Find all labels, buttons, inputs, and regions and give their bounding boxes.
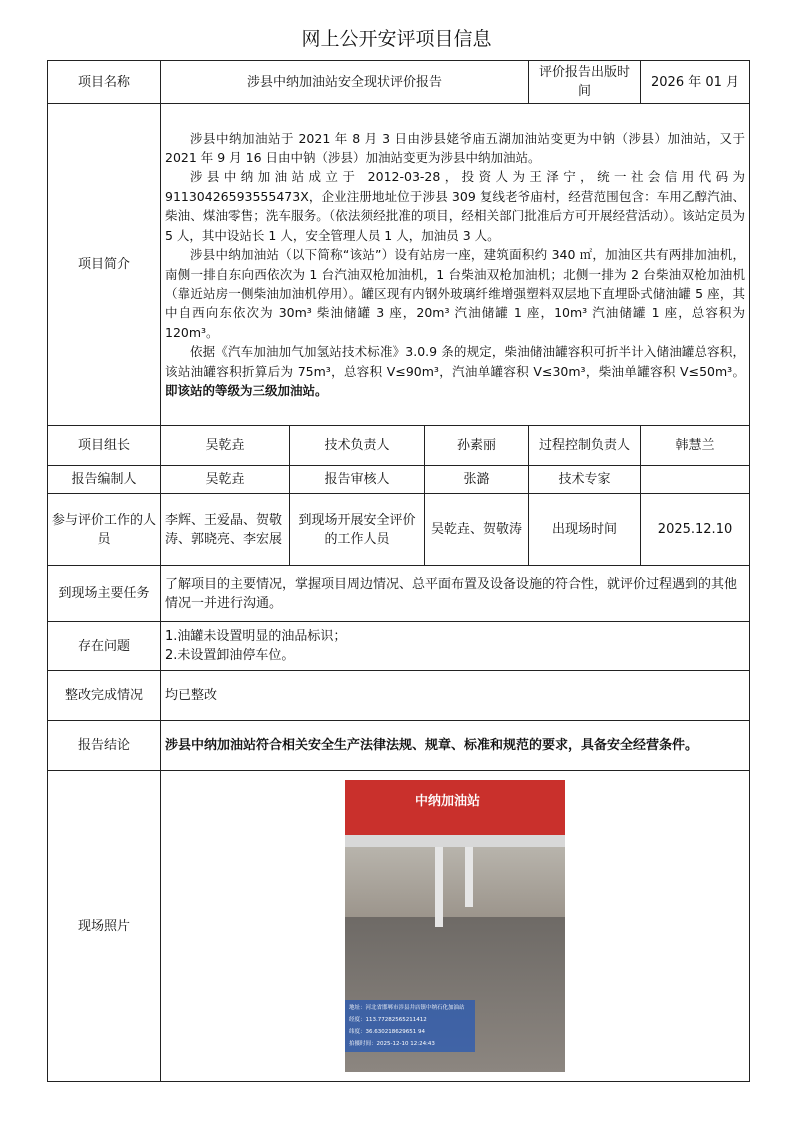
intro-text	[161, 104, 750, 426]
issue-item: 1.油罐未设置明显的油品标识；	[165, 629, 347, 644]
tasks-label: 到现场主要任务	[48, 566, 161, 622]
onsite-time-label: 出现场时间	[529, 494, 641, 566]
participants: 李辉、王爱晶、贺敬涛、郭晓亮、李宏展	[161, 494, 290, 566]
participants-label: 参与评价工作的人员	[48, 494, 161, 566]
canopy	[345, 780, 565, 835]
project-name: 涉县中纳加油站安全现状评价报告	[161, 61, 529, 104]
process-label: 过程控制负责人	[529, 426, 641, 466]
publish-date: 2026 年 01 月	[641, 61, 750, 104]
tech: 孙素丽	[425, 426, 529, 466]
rectify: 均已整改	[161, 671, 750, 721]
intro-label: 项目简介	[48, 104, 161, 426]
watermark-time: 拍摄时间：2025-12-10 12:24:43	[349, 1041, 435, 1047]
page-title: 网上公开安评项目信息	[301, 28, 492, 50]
onsite-label: 到现场开展安全评价的工作人员	[290, 494, 425, 566]
photo-label: 现场照片	[48, 771, 161, 1082]
photo-watermark	[345, 1000, 475, 1052]
tech-label: 技术负责人	[290, 426, 425, 466]
editor-label: 报告编制人	[48, 466, 161, 494]
issues	[161, 622, 750, 671]
process: 韩慧兰	[641, 426, 750, 466]
intro-p4: 依据《汽车加油加气加氢站技术标准》3.0.9 条的规定，柴油储油罐容积可折半计入储油罐总容积，该站油罐容积折算后为 75m³，总容积 V≤90m³，汽油单罐容积 V≤30m³，柴油单罐容积 V≤50m³。	[165, 344, 746, 379]
onsite: 吴乾垚、贺敬涛	[425, 494, 529, 566]
expert	[641, 466, 750, 494]
project-info-table	[47, 60, 750, 1082]
intro-grade: 即该站的等级为三级加油站。	[165, 382, 328, 398]
intro-paragraph	[165, 342, 745, 400]
watermark-longitude: 经度：113.77282565211412	[349, 1017, 427, 1023]
intro-paragraph: 涉县中纳加油站（以下简称“该站”）设有站房一座，建筑面积约 340 ㎡，加油区共有两排加油机，南侧一排自东向西依次为 1 台汽油双枪加油机，1 台柴油双枪加油机；北侧一排为 2 台柴油双枪加油机（靠近站房一侧柴油加油机停用）。罐区现有内钢外玻璃纤维增强塑料双层地下直埋卧式储油罐 5 座，其中自西向东依次为 30m³ 柴油储罐 3 座，20m³ 汽油储罐 1 座，10m³ 汽油储罐 1 座，总容积为 120m³。	[165, 247, 746, 340]
leader: 吴乾垚	[161, 426, 290, 466]
rectify-label: 整改完成情况	[48, 671, 161, 721]
watermark-address: 地址：河北省邯郸市涉县井店镇中纳石化加油站	[349, 1005, 465, 1011]
issues-label: 存在问题	[48, 622, 161, 671]
project-name-label: 项目名称	[48, 61, 161, 104]
conclusion: 涉县中纳加油站符合相关安全生产法律法规、规章、标准和规范的要求，具备安全经营条件。	[161, 721, 750, 771]
issue-item: 2.未设置卸油停车位。	[165, 648, 295, 663]
reviewer: 张潞	[425, 466, 529, 494]
editor: 吴乾垚	[161, 466, 290, 494]
intro-paragraph: 涉县中纳加油站于 2021 年 8 月 3 日由涉县姥爷庙五湖加油站变更为中钠（涉县）加油站，又于 2021 年 9 月 16 日由中钠（涉县）加油站变更为涉县中纳加油站。	[165, 130, 746, 166]
conclusion-label: 报告结论	[48, 721, 161, 771]
site-photo	[345, 780, 565, 1072]
intro-paragraph: 涉县中纳加油站成立于 2012-03-28，投资人为王泽宁，统一社会信用代码为 91130426593555473X，企业注册地址位于涉县 309 复线老爷庙村，经营范围包含：车用乙醇汽油、柴油、煤油零售；洗车服务。（依法须经批准的项目，经相关部门批准后方可开展经营活动）。该站定员为 5 人，其中设站长 1 人，安全管理人员 1 人，加油员 3 人。	[165, 169, 746, 243]
leader-label: 项目组长	[48, 426, 161, 466]
expert-label: 技术专家	[529, 466, 641, 494]
photo-cell	[161, 771, 750, 1082]
publish-date-label: 评价报告出版时间	[529, 61, 641, 104]
watermark-latitude: 纬度：36.630218629651 94	[349, 1029, 425, 1035]
reviewer-label: 报告审核人	[290, 466, 425, 494]
onsite-time: 2025.12.10	[641, 494, 750, 566]
station-sign: 中纳加油站	[415, 794, 481, 809]
tasks: 了解项目的主要情况，掌握项目周边情况、总平面布置及设备设施的符合性，就评价过程遇到的其他情况一并进行沟通。	[161, 566, 750, 622]
